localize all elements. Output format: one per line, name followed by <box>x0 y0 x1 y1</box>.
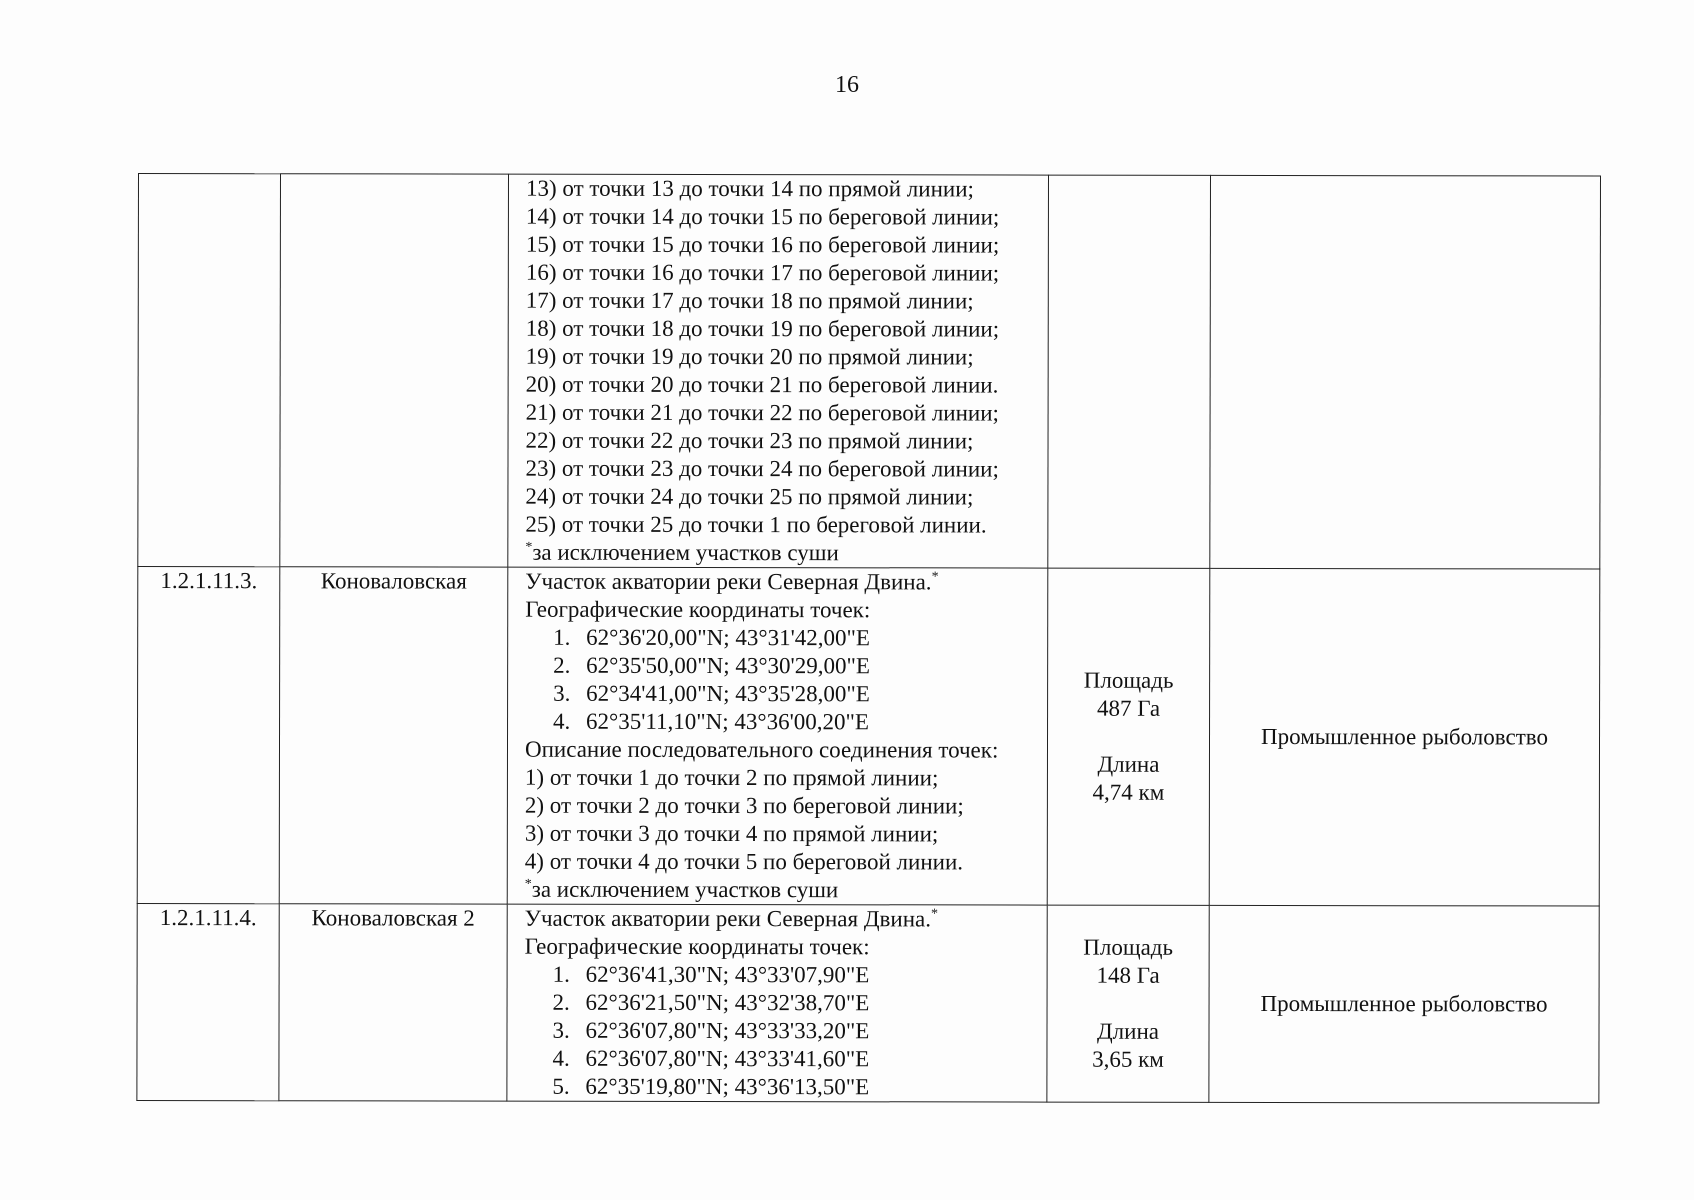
cell-id-empty <box>138 174 281 567</box>
cell-description <box>507 904 1047 1102</box>
coord-number: 4. <box>552 1045 570 1071</box>
cell-size <box>1047 568 1210 905</box>
table-row <box>137 567 1600 907</box>
coord-value: 62°36'21,50"N; 43°32'38,70"E <box>585 989 870 1016</box>
cell-size <box>1047 905 1209 1102</box>
cell-description <box>507 567 1048 905</box>
connection-line: 2) от точки 2 до точки 3 по береговой линии; <box>524 792 964 819</box>
connection-line: 21) от точки 21 до точки 22 по береговой линии; <box>525 399 999 426</box>
connection-line: 17) от точки 17 до точки 18 по прямой линии; <box>525 287 974 314</box>
length-label: Длина <box>1097 751 1160 777</box>
area-value: 487 Га <box>1096 695 1161 721</box>
cell-name-empty <box>280 174 509 567</box>
cell-purpose: Промышленное рыболовство <box>1209 905 1599 1103</box>
cell-size-empty <box>1048 175 1211 568</box>
area-title-text: Участок акватории реки Северная Двина. <box>525 568 932 595</box>
connection-line: 18) от точки 18 до точки 19 по береговой линии; <box>525 315 1000 342</box>
coord-item <box>524 1017 1046 1046</box>
connection-line: 20) от точки 20 до точки 21 по береговой линии. <box>525 371 999 398</box>
coord-number: 3. <box>552 1017 570 1043</box>
connection-line: 23) от точки 23 до точки 24 по береговой линии; <box>525 455 999 482</box>
table-row-continuation <box>138 174 1601 570</box>
connection-line: 14) от точки 14 до точки 15 по береговой линии; <box>525 203 1000 230</box>
coord-value: 62°35'19,80"N; 43°36'13,50"E <box>585 1073 870 1100</box>
coord-item <box>524 1073 1046 1102</box>
connection-line: 3) от точки 3 до точки 4 по прямой линии; <box>524 820 939 847</box>
area-value: 148 Га <box>1096 962 1160 988</box>
length-value: 3,65 км <box>1092 1046 1164 1072</box>
coord-number: 1. <box>552 961 570 987</box>
coord-item <box>525 708 1047 737</box>
cell-purpose-empty <box>1210 175 1601 569</box>
connection-line: 25) от точки 25 до точки 1 по береговой линии. <box>525 511 987 538</box>
coord-value: 62°36'07,80"N; 43°33'33,20"E <box>585 1017 870 1044</box>
cell-area-id: 1.2.1.11.4. <box>137 903 279 1100</box>
coord-item <box>525 961 1047 990</box>
length-label: Длина <box>1096 1018 1160 1044</box>
coord-number: 1. <box>553 624 571 650</box>
connection-line: 1) от точки 1 до точки 2 по прямой линии; <box>524 764 939 791</box>
coord-number: 3. <box>553 680 571 706</box>
connection-line: 13) от точки 13 до точки 14 по прямой линии; <box>525 175 974 202</box>
cell-purpose: Промышленное рыболовство <box>1209 568 1600 906</box>
connection-line: 15) от точки 15 до точки 16 по береговой линии; <box>525 231 1000 258</box>
cell-area-name: Коноваловская <box>279 567 508 904</box>
footnote-text: за исключением участков суши <box>532 539 839 566</box>
coord-value: 62°36'20,00"N; 43°31'42,00"E <box>586 624 870 651</box>
length-value: 4,74 км <box>1092 779 1165 805</box>
footnote-mark: * <box>524 877 532 893</box>
footnote-note <box>525 876 1047 905</box>
fishing-areas-table <box>136 173 1601 1104</box>
coord-number: 2. <box>553 652 571 678</box>
coord-number: 5. <box>552 1073 570 1099</box>
connection-line: 22) от точки 22 до точки 23 по прямой линии; <box>525 427 974 454</box>
connection-line: 19) от точки 19 до точки 20 по прямой линии; <box>525 343 974 370</box>
area-label: Площадь <box>1083 667 1174 693</box>
area-label: Площадь <box>1083 934 1174 960</box>
coord-item <box>525 989 1047 1018</box>
cell-area-id: 1.2.1.11.3. <box>137 567 280 904</box>
coord-item <box>524 1045 1046 1074</box>
coord-value: 62°35'50,00"N; 43°30'29,00"E <box>586 652 870 679</box>
coords-header: Географические координаты точек: <box>524 933 870 960</box>
coord-value: 62°36'07,80"N; 43°33'41,60"E <box>585 1045 870 1072</box>
area-title-text: Участок акватории реки Северная Двина. <box>524 905 932 932</box>
area-title <box>525 905 1047 934</box>
connection-header: Описание последовательного соединения точек: <box>524 736 999 763</box>
cell-area-name: Коноваловская 2 <box>279 904 507 1101</box>
coord-item <box>525 652 1047 681</box>
coord-value: 62°36'41,30"N; 43°33'07,90"E <box>585 961 870 988</box>
coord-value: 62°35'11,10"N; 43°36'00,20"E <box>586 708 869 735</box>
connection-line: 4) от точки 4 до точки 5 по береговой линии. <box>524 848 964 875</box>
coord-value: 62°34'41,00"N; 43°35'28,00"E <box>586 680 870 707</box>
connection-line: 24) от точки 24 до точки 25 по прямой линии; <box>525 483 974 510</box>
coord-item <box>525 624 1047 653</box>
footnote-mark: * <box>930 906 939 922</box>
page-number: 16 <box>835 72 859 98</box>
footnote-mark: * <box>525 540 533 556</box>
footnote-mark: * <box>931 569 939 585</box>
connection-line: 16) от точки 16 до точки 17 по береговой линии; <box>525 259 1000 286</box>
table-row <box>137 903 1599 1103</box>
cell-description-continuation <box>508 174 1049 568</box>
footnote-note <box>525 539 1047 568</box>
coords-header: Географические координаты точек: <box>525 596 871 623</box>
coord-number: 4. <box>553 708 571 734</box>
area-title <box>525 568 1047 597</box>
coord-item <box>525 680 1047 709</box>
coord-number: 2. <box>552 989 570 1015</box>
footnote-text: за исключением участков суши <box>531 876 839 903</box>
